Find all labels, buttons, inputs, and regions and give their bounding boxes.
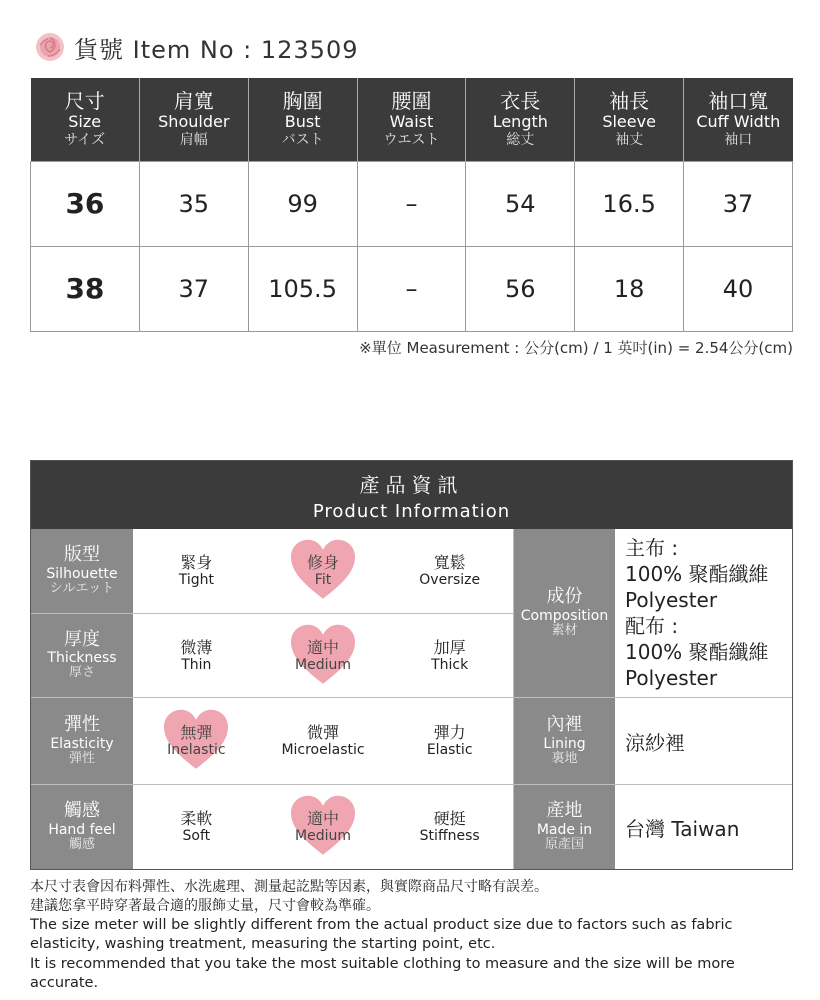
disclaimer bbox=[30, 878, 800, 994]
size-cell: 38 bbox=[31, 246, 140, 331]
table-cell: 37 bbox=[139, 246, 248, 331]
attribute-label: 厚度 Thickness 厚さ bbox=[31, 614, 133, 697]
attribute-label: 成份 Composition 素材 bbox=[514, 529, 615, 697]
attribute-row-elasticity bbox=[31, 698, 513, 785]
rose-icon bbox=[34, 31, 66, 63]
table-row bbox=[31, 246, 793, 331]
table-cell: 37 bbox=[684, 161, 793, 246]
column-header: 尺寸 Size サイズ bbox=[31, 78, 140, 161]
composition-value: 主布 : 100% 聚酯纖維 Polyester 配布 : 100% 聚酯纖維 Polyester bbox=[625, 536, 769, 690]
option-microelastic: 微彈 Microelastic bbox=[281, 723, 365, 759]
option-medium: 適中 Medium bbox=[260, 614, 387, 697]
column-header: 袖長 Sleeve 袖丈 bbox=[575, 78, 684, 161]
size-table bbox=[30, 78, 793, 332]
disclaimer-en-1: The size meter will be slightly different from the actual product size due to factors such as fabric elasticity, washing treatment, measuring the starting point, etc. bbox=[30, 916, 733, 953]
attribute-label: 版型 Silhouette シルエット bbox=[31, 529, 133, 613]
option-tight: 緊身 Tight bbox=[178, 553, 214, 589]
option-inelastic: 無彈 Inelastic bbox=[133, 698, 260, 784]
product-info-title-zh: 產品資訊 bbox=[359, 473, 464, 497]
item-header bbox=[34, 30, 359, 64]
option-thick: 加厚 Thick bbox=[431, 637, 469, 673]
column-header: 腰圍 Waist ウエスト bbox=[357, 78, 466, 161]
attribute-label: 彈性 Elasticity 弾性 bbox=[31, 698, 133, 784]
item-number: 貨號 Item No : 123509 bbox=[74, 35, 359, 64]
lining-value: 涼紗裡 bbox=[625, 730, 685, 755]
product-info-panel bbox=[30, 460, 793, 870]
material-details bbox=[513, 529, 792, 869]
lining-row bbox=[514, 698, 792, 785]
product-info-title-en: Product Information bbox=[312, 501, 511, 522]
product-info-header bbox=[31, 461, 792, 529]
origin-value: 台灣 Taiwan bbox=[625, 816, 740, 841]
attribute-row-silhouette bbox=[31, 529, 513, 614]
table-cell: 16.5 bbox=[575, 161, 684, 246]
measurement-note: ※單位 Measurement : 公分(cm) / 1 英吋(in) = 2.54公分(cm) bbox=[359, 339, 793, 357]
option-thin: 微薄 Thin bbox=[180, 637, 213, 673]
disclaimer-en-2: It is recommended that you take the most suitable clothing to measure and the size will be more accurate. bbox=[30, 955, 735, 992]
attribute-label: 內裡 Lining 裏地 bbox=[514, 698, 615, 784]
table-cell: 18 bbox=[575, 246, 684, 331]
table-cell: 105.5 bbox=[248, 246, 357, 331]
table-row bbox=[31, 161, 793, 246]
table-cell: – bbox=[357, 161, 466, 246]
option-oversize: 寬鬆 Oversize bbox=[419, 553, 481, 589]
attribute-row-hand-feel bbox=[31, 785, 513, 869]
option-soft: 柔軟 Soft bbox=[180, 809, 213, 845]
column-header: 肩寬 Shoulder 肩幅 bbox=[139, 78, 248, 161]
disclaimer-zh-2: 建議您拿平時穿著最合適的服飾丈量，尺寸會較為準確。 bbox=[30, 897, 380, 914]
attribute-row-thickness bbox=[31, 614, 513, 698]
table-cell: 56 bbox=[466, 246, 575, 331]
option-stiffness: 硬挺 Stiffness bbox=[419, 809, 480, 845]
origin-row bbox=[514, 785, 792, 869]
option-medium: 適中 Medium bbox=[260, 785, 387, 869]
option-fit: 修身 Fit bbox=[260, 529, 387, 613]
table-cell: 99 bbox=[248, 161, 357, 246]
table-cell: 54 bbox=[466, 161, 575, 246]
attribute-label: 觸感 Hand feel 觸感 bbox=[31, 785, 133, 869]
size-cell: 36 bbox=[31, 161, 140, 246]
table-cell: – bbox=[357, 246, 466, 331]
attribute-label: 產地 Made in 原產国 bbox=[514, 785, 615, 869]
column-header: 衣長 Length 総丈 bbox=[466, 78, 575, 161]
option-elastic: 彈力 Elastic bbox=[426, 723, 473, 759]
size-table-header bbox=[31, 78, 793, 161]
column-header: 袖口寬 Cuff Width 袖口 bbox=[684, 78, 793, 161]
attribute-grid bbox=[31, 529, 513, 869]
table-cell: 35 bbox=[139, 161, 248, 246]
table-cell: 40 bbox=[684, 246, 793, 331]
composition-row bbox=[514, 529, 792, 698]
column-header: 胸圍 Bust バスト bbox=[248, 78, 357, 161]
disclaimer-zh-1: 本尺寸表會因布料彈性、水洗處理、測量起訖點等因素，與實際商品尺寸略有誤差。 bbox=[30, 879, 548, 895]
